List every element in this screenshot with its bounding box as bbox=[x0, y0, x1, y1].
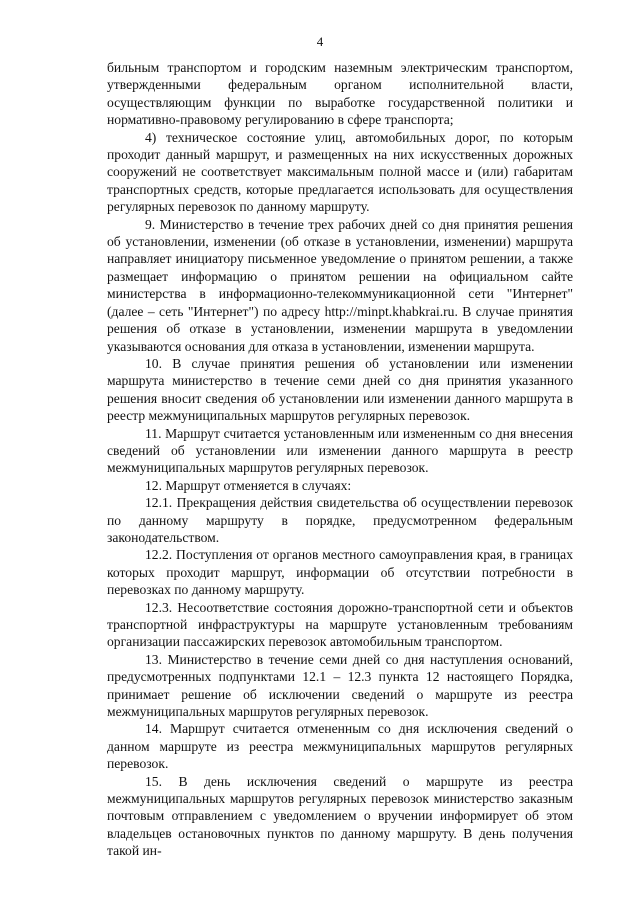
paragraph-12-3: 12.3. Несоответствие состояния дорожно-транспортной сети и объектов транспортной инфраструктуры на маршруте установленным требованиям организации пассажирских перевозок автомобильным транспортом. bbox=[107, 599, 573, 650]
paragraph-15: 15. В день исключения сведений о маршруте из реестра межмуниципальных маршрутов регулярных перевозок министерство заказным почтовым отправлением с уведомлением о вручении информирует об этом владельцев остановочных пунктов по данному маршруту. В день получения такой ин- bbox=[107, 773, 573, 859]
paragraph-13: 13. Министерство в течение семи дней со дня наступления оснований, предусмотренных подпунктами 12.1 – 12.3 пункта 12 настоящего Порядка, принимает решение об исключении сведений о маршруте из реестра межмуниципальных маршрутов регулярных перевозок. bbox=[107, 651, 573, 720]
paragraph-12-1: 12.1. Прекращения действия свидетельства об осуществлении перевозок по данному маршруту в порядке, предусмотренном федеральным законодательством. bbox=[107, 495, 573, 545]
document-body bbox=[107, 59, 573, 860]
paragraph-continuation: бильным транспортом и городским наземным электрическим транспортом, утвержденными федеральным органом исполнительной власти, осуществляющим функции по выработке государственной политики и нормативно-правовому регулированию в сфере транспорта; bbox=[107, 60, 573, 128]
paragraph-12: 12. Маршрут отменяется в случаях: bbox=[145, 477, 352, 493]
paragraph-9: 9. Министерство в течение трех рабочих дней со дня принятия решения об установлении, изменении (об отказе в установлении, изменении) маршрута направляет инициатору письменное уведомление о принятом решении, а также размещает информацию о принятом решении на официальном сайте министерства в информационно-телекоммуникационной сети "Интернет" (далее – сеть "Интернет") по адресу http://minpt.khabkrai.ru. В случае принятия решения об отказе в установлении, изменении маршрута в уведомлении указываются основания для отказа в установлении, изменении маршрута. bbox=[107, 216, 573, 354]
page-number: 4 bbox=[316, 34, 324, 49]
paragraph-11: 11. Маршрут считается установленным или измененным со дня внесения сведений об установлении или изменении данного маршрута в реестр межмуниципальных маршрутов регулярных перевозок. bbox=[107, 425, 573, 476]
paragraph-item-4: 4) техническое состояние улиц, автомобильных дорог, по которым проходит данный маршрут, и размещенных на них искусственных дорожных сооружений не соответствует максимальным полной массе и (или) габаритам транспортных средств, которые предлагается использовать для осуществления регулярных перевозок по данному маршруту. bbox=[107, 129, 573, 215]
paragraph-14: 14. Маршрут считается отмененным со дня исключения сведений о данном маршруте из реестра межмуниципальных маршрутов регулярных перевозок. bbox=[107, 721, 573, 772]
paragraph-10: 10. В случае принятия решения об установлении или изменении маршрута министерство в течение семи дней со дня принятия указанного решения вносит сведения об установлении или изменении данного маршрута в реестр межмуниципальных маршрутов регулярных перевозок. bbox=[107, 355, 573, 424]
paragraph-12-2: 12.2. Поступления от органов местного самоуправления края, в границах которых проходит маршрут, информации об отсутствии потребности в перевозках по данному маршруту. bbox=[107, 547, 573, 598]
